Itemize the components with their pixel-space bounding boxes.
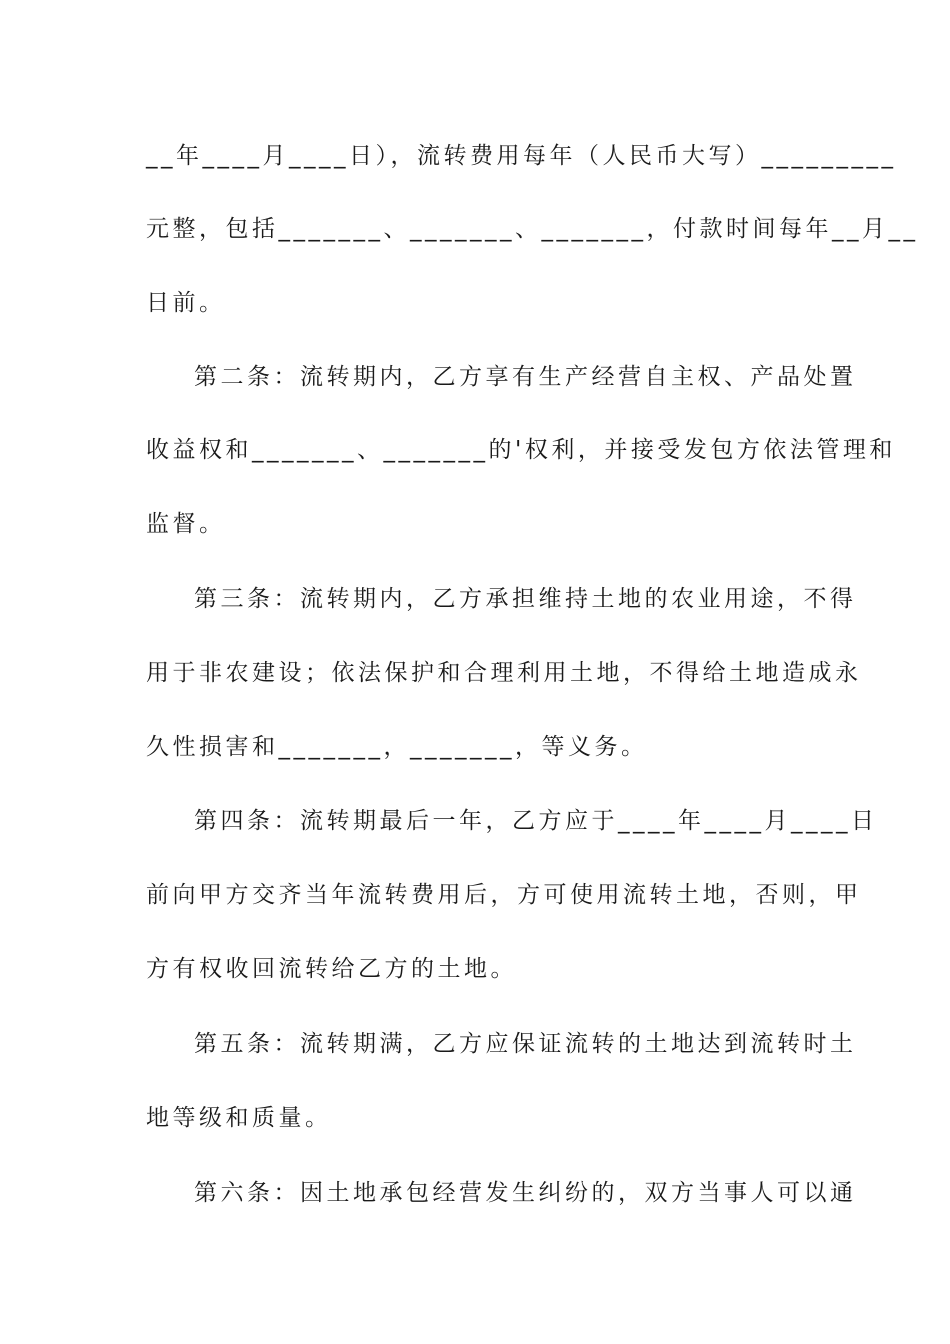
article-3-line-3: 久性损害和_______，_______，等义务。 <box>146 734 648 760</box>
article-5-line-2: 地等级和质量。 <box>146 1105 332 1131</box>
article-4-heading-line: 第四条：流转期最后一年，乙方应于____年____月____日 <box>194 808 878 834</box>
article-2-line-2: 收益权和_______、_______的'权利，并接受发包方依法管理和 <box>146 437 896 463</box>
article-3-line-2: 用于非农建设；依法保护和合理利用土地，不得给土地造成永 <box>146 660 862 686</box>
article-5-heading-line: 第五条：流转期满，乙方应保证流转的土地达到流转时土 <box>194 1031 857 1057</box>
article-4-line-2: 前向甲方交齐当年流转费用后，方可使用流转土地，否则，甲 <box>146 882 862 908</box>
article-2-heading-line: 第二条：流转期内，乙方享有生产经营自主权、产品处置 <box>194 364 857 390</box>
article-6-heading-line: 第六条：因土地承包经营发生纠纷的，双方当事人可以通 <box>194 1180 857 1206</box>
text-line-payment-deadline: 日前。 <box>146 290 226 316</box>
article-3-heading-line: 第三条：流转期内，乙方承担维持土地的农业用途，不得 <box>194 586 857 612</box>
text-line-fee-items: 元整，包括_______、_______、_______，付款时间每年__月__ <box>146 216 919 242</box>
text-line-fee-dates: __年____月____日），流转费用每年（人民币大写）_________ <box>146 143 897 169</box>
article-4-line-3: 方有权收回流转给乙方的土地。 <box>146 956 517 982</box>
article-2-line-3: 监督。 <box>146 511 226 537</box>
